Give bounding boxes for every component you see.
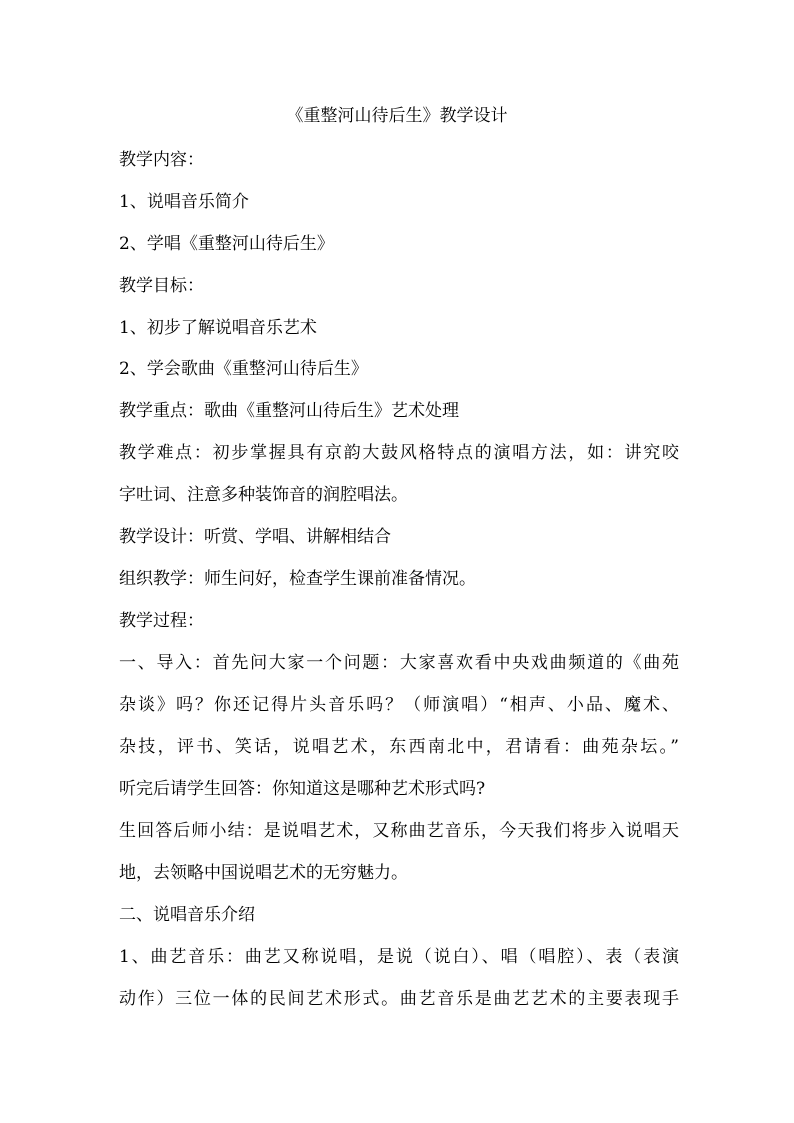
line-teaching-goals-heading: 教学目标： bbox=[119, 276, 204, 296]
line-class-organization: 组织教学：师生问好，检查学生课前准备情况。 bbox=[119, 569, 476, 589]
line-teaching-design: 教学设计：听赏、学唱、讲解相结合 bbox=[119, 527, 391, 547]
line-summary-1: 生回答后师小结：是说唱艺术，又称曲艺音乐，今天我们将步入说唱天 bbox=[119, 821, 679, 841]
line-content-item-2: 2、学唱《重整河山待后生》 bbox=[119, 234, 334, 254]
line-section-two-heading: 二、说唱音乐介绍 bbox=[119, 905, 255, 925]
document-title: 《重整河山待后生》教学设计 bbox=[286, 106, 508, 126]
line-introduction-2: 杂谈》吗？你还记得片头音乐吗？（师演唱）“相声、小品、魔术、 bbox=[119, 695, 679, 715]
line-teaching-process-heading: 教学过程： bbox=[119, 611, 204, 631]
line-introduction-3: 杂技，评书、笑话，说唱艺术，东西南北中，君请看：曲苑杂坛。” bbox=[119, 737, 679, 757]
line-teaching-focus: 教学重点：歌曲《重整河山待后生》艺术处理 bbox=[119, 401, 459, 421]
line-goal-item-2: 2、学会歌曲《重整河山待后生》 bbox=[119, 359, 368, 379]
line-teaching-content-heading: 教学内容： bbox=[119, 150, 204, 170]
line-content-item-1: 1、说唱音乐简介 bbox=[119, 192, 249, 212]
line-quyi-music-1: 1、曲艺音乐：曲艺又称说唱，是说（说白）、唱（唱腔）、表（表演 bbox=[119, 947, 679, 967]
line-teaching-difficulty-2: 字吐词、注意多种装饰音的润腔唱法。 bbox=[119, 485, 408, 505]
line-introduction-4: 听完后请学生回答：你知道这是哪种艺术形式吗? bbox=[119, 779, 486, 799]
line-quyi-music-2: 动作）三位一体的民间艺术形式。曲艺音乐是曲艺艺术的主要表现手 bbox=[119, 989, 679, 1009]
line-summary-2: 地，去领略中国说唱艺术的无穷魅力。 bbox=[119, 863, 408, 883]
line-introduction-1: 一、导入：首先问大家一个问题：大家喜欢看中央戏曲频道的《曲苑 bbox=[119, 653, 679, 673]
line-teaching-difficulty-1: 教学难点：初步掌握具有京韵大鼓风格特点的演唱方法，如：讲究咬 bbox=[119, 443, 679, 463]
line-goal-item-1: 1、初步了解说唱音乐艺术 bbox=[119, 318, 317, 338]
